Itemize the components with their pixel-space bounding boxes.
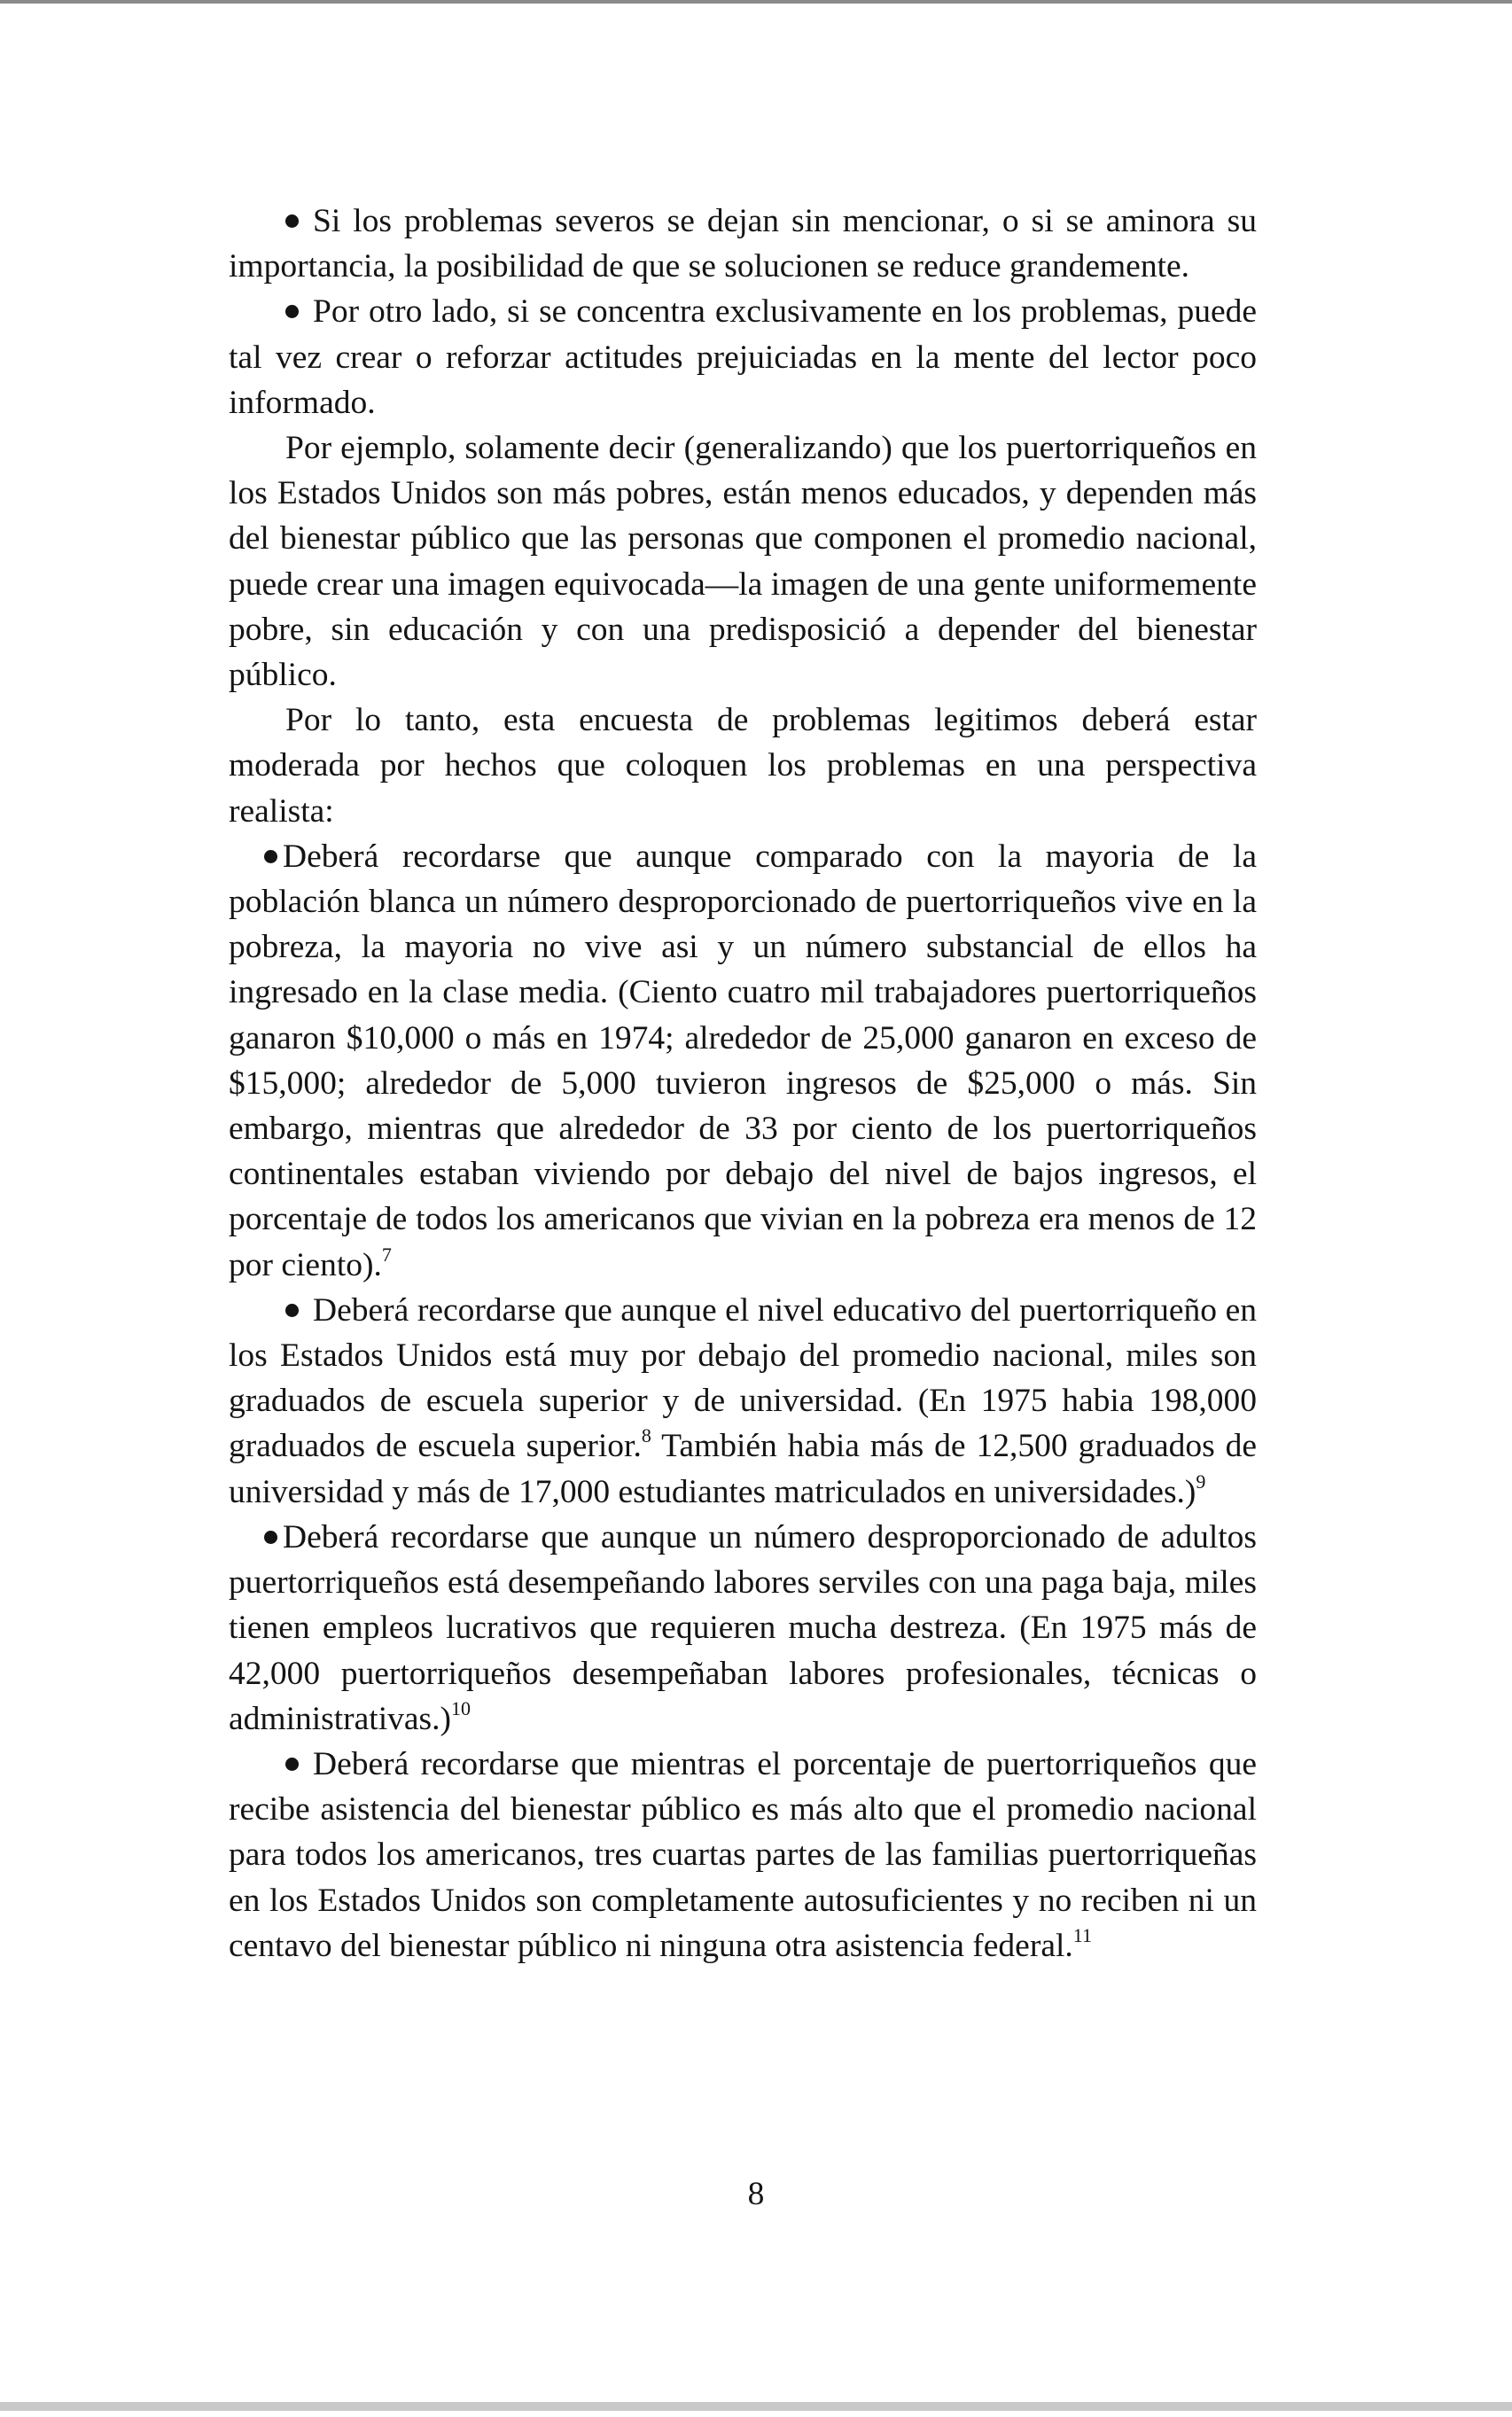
bullet-icon [285,305,299,318]
footnote-marker: 9 [1196,1470,1206,1493]
bullet-icon [285,1758,299,1771]
scan-top-edge [0,0,1512,4]
page-number: 8 [747,2176,765,2212]
paragraph-survey [229,698,1257,834]
paragraph-text: Deberá recordarse que mientras el porcentaje de puertorriqueños que recibe asistencia del bienestar público es más alto que el promedio nacional para todos los americanos, tres cuartas partes de las familias puertorriqueñas en los Estados Unidos son completamente autosuficientes y no reciben ni un centavo del bienestar público ni ninguna otra asistencia federal. [229,1745,1257,1964]
paragraph-text: Deberá recordarse que aunque el nivel educativo del puertorriqueño en los Estados Unidos está muy por debajo del promedio nacional, miles son graduados de escuela superior y de universidad. (En 1975 habia 198,000 graduados de escuela superior. [229,1291,1257,1465]
footnote-marker: 11 [1072,1923,1092,1946]
paragraph-text: Por otro lado, si se concentra exclusivamente en los problemas, puede tal vez crear o reforzar actitudes prejuiciadas en la mente del lector poco informado. [229,293,1257,421]
paragraph-text: Deberá recordarse que aunque comparado con la mayoria de la población blanca un número desproporcionado de puertorriqueños vive en la pobreza, la mayoria no vive asi y un número substancial de ellos ha ingresado en la clase media. (Ciento cuatro mil trabajadores puertorriqueños ganaron $10,000 o más en 1974; alrededor de 25,000 ganaron en exceso de $15,000; alrededor de 5,000 tuvieron ingresos de $25,000 o más. Sin embargo, mientras que alrededor de 33 por ciento de los puertorriqueños continentales estaban viviendo por debajo del nivel de bajos ingresos, el porcentaje de todos los americanos que vivian en la pobreza era menos de 12 por ciento). [229,838,1257,1283]
footnote-marker: 10 [450,1696,471,1719]
paragraph-text: Deberá recordarse que aunque un número desproporcionado de adultos puertorriqueños está desempeñando labores serviles con una paga baja, miles tienen empleos lucrativos que requieren mucha destreza. (En 1975 más de 42,000 puertorriqueños desempeñaban labores profesionales, técnicas o administrativas.) [229,1518,1257,1737]
paragraph-example [229,425,1257,698]
body-text [229,199,1257,1969]
paragraph-bullet-employment [229,1515,1257,1742]
paragraph-text: Si los problemas severos se dejan sin mencionar, o si se aminora su importancia, la posibilidad de que se solucionen se reduce grandemente. [229,203,1257,285]
paragraph-bullet-welfare [229,1742,1257,1969]
paragraph-bullet-1 [229,199,1257,289]
bullet-icon [285,214,299,228]
paragraph-continuation: También habia más de 12,500 graduados de universidad y más de 17,000 estudiantes matriculados en universidades.) [229,1428,1258,1510]
paragraph-bullet-income [229,834,1257,1288]
paragraph-bullet-education [229,1288,1257,1515]
bullet-icon [264,850,277,863]
footnote-marker: 8 [641,1424,651,1447]
paragraph-text: Por ejemplo, solamente decir (generalizando) que los puertorriqueños en los Estados Unidos son más pobres, están menos educados, y dependen más del bienestar público que las personas que componen el promedio nacional, puede crear una imagen equivocada—la imagen de una gente uniformemente pobre, sin educación y con una predisposició a depender del bienestar público. [229,430,1257,694]
scan-bottom-edge [0,2402,1512,2411]
bullet-icon [264,1531,277,1544]
bullet-icon [285,1304,299,1317]
footnote-marker: 7 [381,1243,392,1266]
paragraph-bullet-2 [229,289,1257,425]
paragraph-text: Por lo tanto, esta encuesta de problemas legitimos deberá estar moderada por hechos que coloquen los problemas en una perspectiva realista: [229,702,1257,830]
